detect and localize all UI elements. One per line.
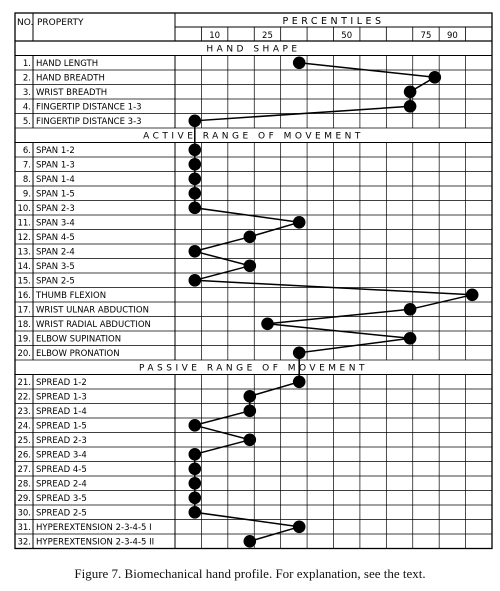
percentile-tick-label: 50 xyxy=(341,31,353,41)
property-label: WRIST BREADTH xyxy=(36,88,108,98)
data-point-23 xyxy=(244,405,257,418)
row-number: 12. xyxy=(17,233,31,243)
property-label: SPAN 2-3 xyxy=(36,204,75,214)
data-point-3 xyxy=(404,86,417,99)
data-point-14 xyxy=(244,260,257,273)
row-number: 17. xyxy=(17,305,31,316)
data-point-32 xyxy=(244,535,257,548)
row-number: 3. xyxy=(22,88,31,98)
property-label: HYPEREXTENSION 2-3-4-5 I xyxy=(36,523,152,533)
data-point-18 xyxy=(261,318,274,331)
row-number: 7. xyxy=(22,160,31,171)
property-label: SPAN 3-5 xyxy=(36,262,75,272)
property-label: ELBOW SUPINATION xyxy=(36,334,122,345)
property-label: SPREAD 1-4 xyxy=(36,407,87,417)
row-number: 13. xyxy=(17,247,31,258)
property-label: SPAN 3-4 xyxy=(36,218,75,229)
data-point-2 xyxy=(429,71,442,84)
data-point-9 xyxy=(189,187,202,200)
row-number: 4. xyxy=(22,102,31,113)
data-point-10 xyxy=(189,202,202,215)
row-number: 27. xyxy=(17,465,31,475)
data-point-6 xyxy=(189,144,202,157)
property-label: SPAN 1-2 xyxy=(36,146,75,156)
property-label: WRIST ULNAR ABDUCTION xyxy=(36,305,149,316)
row-number: 22. xyxy=(17,392,31,403)
property-label: ELBOW PRONATION xyxy=(36,349,120,359)
property-label: SPREAD 3-4 xyxy=(36,450,87,461)
row-number: 2. xyxy=(22,73,31,84)
property-label: SPREAD 1-5 xyxy=(36,421,87,432)
row-number: 32. xyxy=(17,537,31,548)
data-point-5 xyxy=(189,115,202,128)
row-number: 15. xyxy=(17,276,31,287)
data-point-16 xyxy=(466,289,479,302)
row-number: 29. xyxy=(17,494,31,504)
row-number: 11. xyxy=(17,218,31,229)
row-number: 6. xyxy=(22,146,31,156)
data-point-28 xyxy=(189,477,202,490)
percentiles-title: PERCENTILES xyxy=(282,16,385,27)
property-label: SPREAD 2-5 xyxy=(36,508,87,519)
property-label: HAND BREADTH xyxy=(36,73,105,84)
row-number: 20. xyxy=(17,349,31,359)
data-point-21 xyxy=(293,376,306,389)
no-column-header: NO. xyxy=(17,18,34,28)
property-label: SPAN 2-5 xyxy=(36,276,75,287)
property-label: SPREAD 1-2 xyxy=(36,378,87,388)
property-label: FINGERTIP DISTANCE 1-3 xyxy=(36,102,142,113)
property-label: SPREAD 2-3 xyxy=(36,436,87,446)
row-number: 28. xyxy=(17,479,31,490)
percentile-tick-label: 10 xyxy=(209,31,221,41)
row-number: 21. xyxy=(17,378,31,388)
data-point-29 xyxy=(189,492,202,505)
property-label: THUMB FLEXION xyxy=(36,291,107,301)
data-point-4 xyxy=(404,100,417,113)
row-number: 5. xyxy=(22,117,31,127)
property-label: SPREAD 3-5 xyxy=(36,494,87,504)
property-label: SPREAD 2-4 xyxy=(36,479,87,490)
row-number: 18. xyxy=(17,320,31,330)
data-point-7 xyxy=(189,158,202,171)
property-label: SPAN 4-5 xyxy=(36,233,75,243)
figure-caption: Figure 7. Biomechanical hand profile. For explanation, see the text. xyxy=(74,566,426,581)
data-point-19 xyxy=(404,332,417,345)
data-point-26 xyxy=(189,448,202,461)
data-point-27 xyxy=(189,463,202,476)
section-title: HAND SHAPE xyxy=(206,44,301,55)
property-label: WRIST RADIAL ABDUCTION xyxy=(36,320,151,330)
data-point-15 xyxy=(189,274,202,287)
data-point-22 xyxy=(244,390,257,403)
property-label: SPAN 1-5 xyxy=(36,189,75,200)
row-number: 26. xyxy=(17,450,31,461)
data-point-30 xyxy=(189,506,202,519)
percentile-tick-label: 75 xyxy=(420,31,432,41)
data-point-13 xyxy=(189,245,202,258)
property-label: SPREAD 1-3 xyxy=(36,392,87,403)
property-label: FINGERTIP DISTANCE 3-3 xyxy=(36,117,142,127)
row-number: 25. xyxy=(17,436,31,446)
property-column-header: PROPERTY xyxy=(37,18,84,28)
property-label: SPAN 1-3 xyxy=(36,160,75,171)
section-title: PASSIVE RANGE OF MOVEMENT xyxy=(139,363,368,374)
property-label: HYPEREXTENSION 2-3-4-5 II xyxy=(36,537,155,548)
row-number: 24. xyxy=(17,421,31,432)
row-number: 1. xyxy=(22,59,31,69)
data-point-1 xyxy=(293,57,306,70)
row-number: 14. xyxy=(17,262,31,272)
data-point-31 xyxy=(293,521,306,534)
row-number: 23. xyxy=(17,407,31,417)
row-number: 31. xyxy=(17,523,31,533)
section-title: ACTIVE RANGE OF MOVEMENT xyxy=(143,131,364,142)
property-label: SPAN 2-4 xyxy=(36,247,75,258)
row-number: 19. xyxy=(17,334,31,345)
property-label: SPAN 1-4 xyxy=(36,175,75,185)
row-number: 10. xyxy=(17,204,31,214)
percentile-tick-label: 25 xyxy=(262,31,273,41)
data-point-11 xyxy=(293,216,306,229)
data-point-25 xyxy=(244,434,257,447)
data-point-24 xyxy=(189,419,202,432)
property-label: HAND LENGTH xyxy=(36,59,99,69)
row-number: 8. xyxy=(22,175,31,185)
row-number: 30. xyxy=(17,508,31,519)
percentile-tick-label: 90 xyxy=(446,31,458,41)
data-point-12 xyxy=(244,231,257,244)
data-point-20 xyxy=(293,347,306,360)
data-point-8 xyxy=(189,173,202,186)
data-point-17 xyxy=(404,303,417,316)
row-number: 9. xyxy=(22,189,31,200)
property-label: SPREAD 4-5 xyxy=(36,465,87,475)
row-number: 16. xyxy=(17,291,31,301)
